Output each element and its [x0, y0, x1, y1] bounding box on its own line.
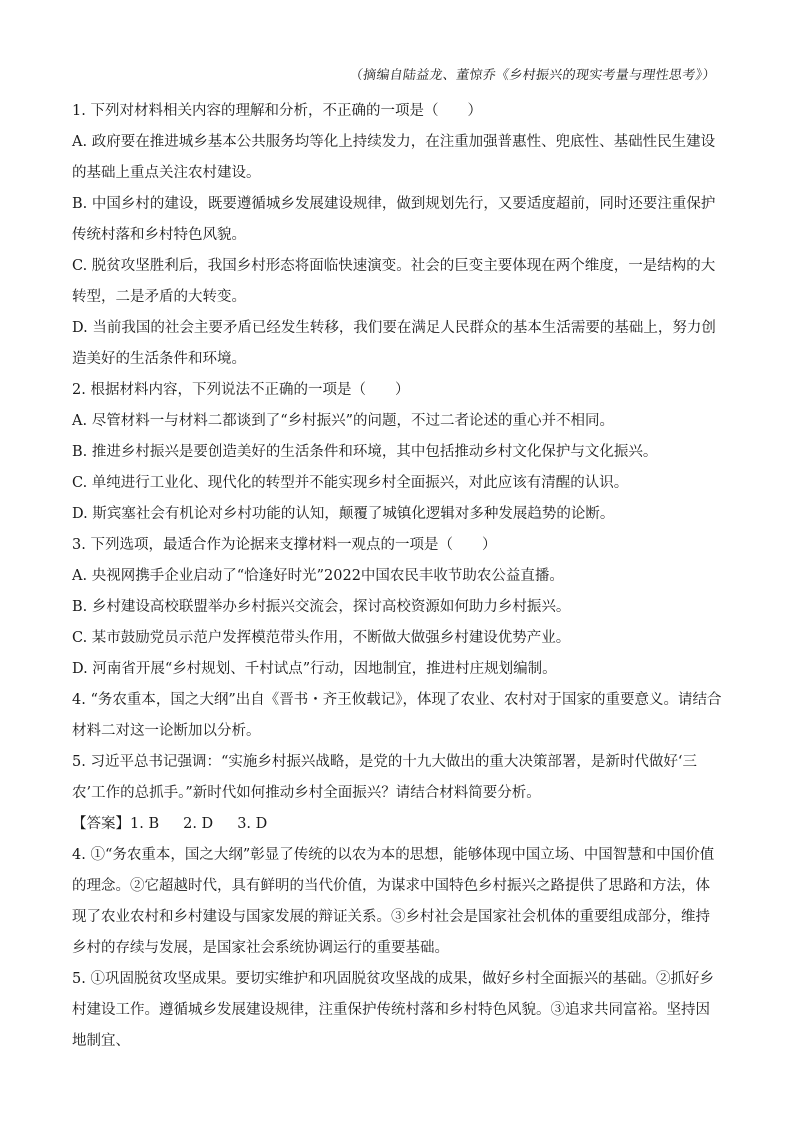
question-3-option-b: B. 乡村建设高校联盟举办乡村振兴交流会，探讨高校资源如何助力乡村振兴。: [72, 599, 571, 615]
answer-analysis-5: 5. ①巩固脱贫攻坚成果。要切实维护和巩固脱贫攻坚战的成果，做好乡村全面振兴的基础。②抓好乡村建设工作。遵循城乡发展建设规律，注重保护传统村落和乡村特色风貌。③追求共同富裕。坚持因地制宜、: [72, 971, 714, 1049]
question-2-stem: 2. 根据材料内容，下列说法不正确的一项是（ ）: [72, 382, 410, 398]
source-citation: （摘编自陆益龙、董惊乔《乡村振兴的现实考量与理性思考》）: [348, 68, 717, 83]
question-3-stem: 3. 下列选项，最适合作为论据来支撑材料一观点的一项是（ ）: [72, 537, 497, 553]
question-2-option-b: B. 推进乡村振兴是要创造美好的生活条件和环境，其中包括推动乡村文化保护与文化振兴。: [72, 444, 658, 460]
question-content: [72, 96, 724, 1057]
answer-analysis-4: 4. ①“务农重本，国之大纲”彰显了传统的以农为本的思想，能够体现中国立场、中国智慧和中国价值的理念。②它超越时代，具有鲜明的当代价值，为谋求中国特色乡村振兴之路提供了思路和方法，体现了农业农村和乡村建设与国家发展的辩证关系。③乡村社会是国家社会机体的重要组成部分，维持乡村的存续与发展，是国家社会系统协调运行的重要基础。: [72, 847, 715, 956]
answer-item-3: 3. D: [237, 816, 268, 832]
question-2-option-c: C. 单纯进行工业化、现代化的转型并不能实现乡村全面振兴，对此应该有清醒的认识。: [72, 475, 629, 491]
question-3-option-d: D. 河南省开展“乡村规划、千村试点”行动，因地制宜，推进村庄规划编制。: [72, 661, 557, 677]
question-1-option-b: B. 中国乡村的建设，既要遵循城乡发展建设规律，做到规划先行，又要适度超前，同时还要注重保护传统村落和乡村特色风貌。: [72, 196, 716, 243]
question-1-stem: 1. 下列对材料相关内容的理解和分析，不正确的一项是（ ）: [72, 103, 482, 119]
question-1-option-c: C. 脱贫攻坚胜利后，我国乡村形态将面临快速演变。社会的巨变主要体现在两个维度，一是结构的大转型，二是矛盾的大转变。: [72, 258, 716, 305]
question-5-stem: 5. 习近平总书记强调：“实施乡村振兴战略，是党的十九大做出的重大决策部署，是新时代做好‘三农’工作的总抓手。”新时代如何推动乡村全面振兴？请结合材料简要分析。: [72, 754, 697, 801]
question-3-option-a: A. 央视网携手企业启动了“恰逢好时光”2022中国农民丰收节助农公益直播。: [72, 568, 564, 584]
question-2-option-d: D. 斯宾塞社会有机论对乡村功能的认知，颠覆了城镇化逻辑对多种发展趋势的论断。: [72, 506, 615, 522]
answer-item-1: 1. B: [130, 816, 160, 832]
question-4-stem: 4. “务农重本，国之大纲”出自《晋书・齐王攸载记》，体现了农业、农村对于国家的重要意义。请结合材料二对这一论断加以分析。: [72, 692, 722, 739]
answer-line: [72, 809, 724, 840]
answer-label: 【答案】: [72, 816, 130, 832]
answer-item-2: 2. D: [183, 816, 214, 832]
question-1-option-a: A. 政府要在推进城乡基本公共服务均等化上持续发力，在注重加强普惠性、兜底性、基础性民生建设的基础上重点关注农村建设。: [72, 134, 716, 181]
question-1-option-d: D. 当前我国的社会主要矛盾已经发生转移，我们要在满足人民群众的基本生活需要的基础上，努力创造美好的生活条件和环境。: [72, 320, 716, 367]
question-3-option-c: C. 某市鼓励党员示范户发挥模范带头作用，不断做大做强乡村建设优势产业。: [72, 630, 571, 646]
question-2-option-a: A. 尽管材料一与材料二都谈到了“乡村振兴”的问题，不过二者论述的重心并不相同。: [72, 413, 615, 429]
